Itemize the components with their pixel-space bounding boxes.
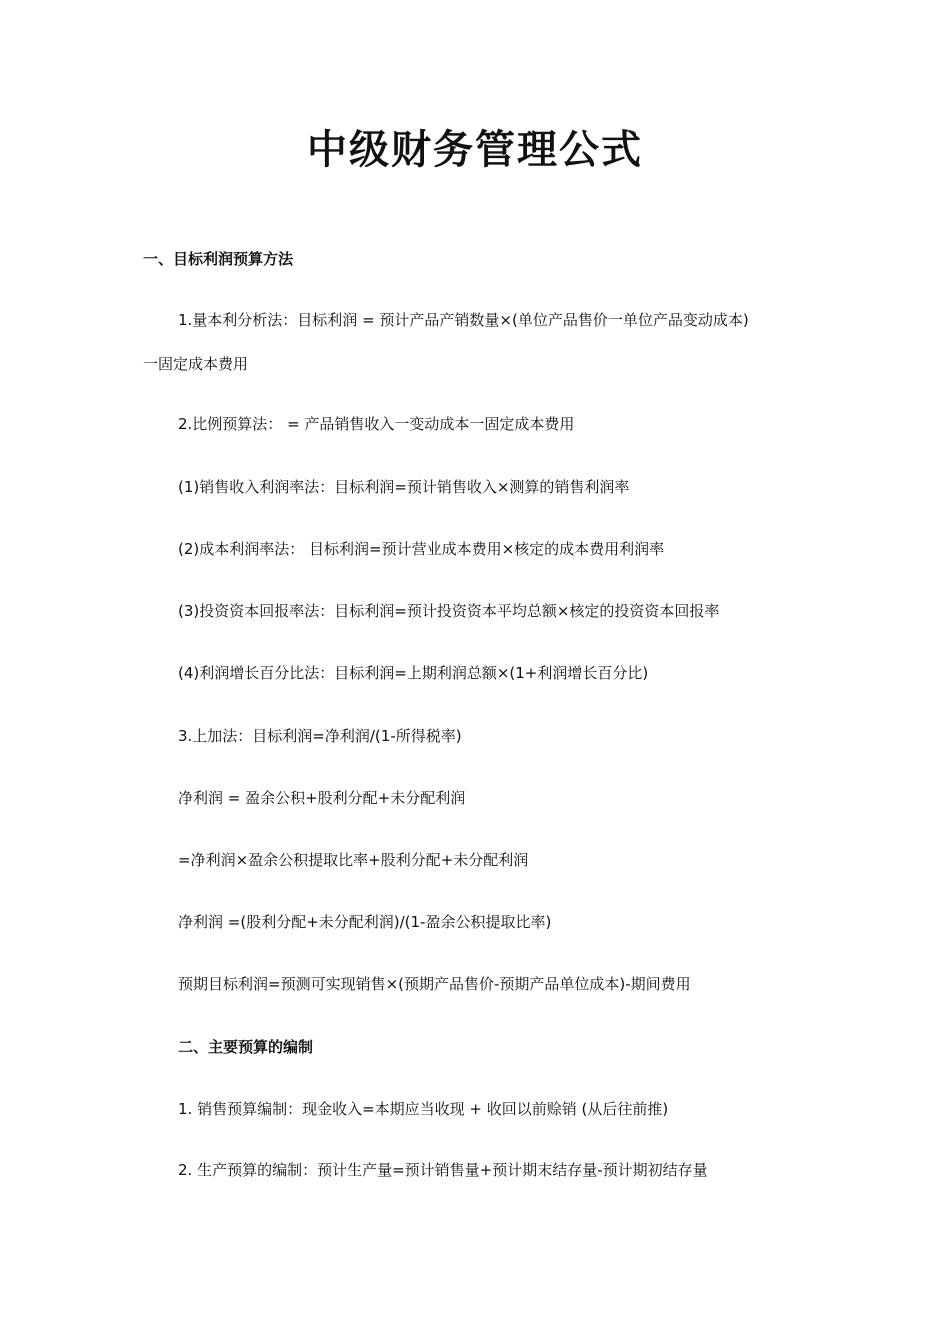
paragraph-line: 2.比例预算法： = 产品销售收入一变动成本一固定成本费用 [178, 415, 575, 433]
paragraph-line: (4)利润增长百分比法：目标利润=上期利润总额×(1+利润增长百分比) [178, 664, 649, 682]
paragraph-line: 预期目标利润=预测可实现销售×(预期产品售价-预期产品单位成本)-期间费用 [178, 975, 691, 993]
paragraph-line: (1)销售收入利润率法：目标利润=预计销售收入×测算的销售利润率 [178, 478, 630, 496]
paragraph-line: (2)成本利润率法： 目标利润=预计营业成本费用×核定的成本费用利润率 [178, 540, 665, 558]
section-heading-2: 二、主要预算的编制 [178, 1038, 314, 1056]
paragraph-line: 净利润 = 盈余公积+股利分配+未分配利润 [178, 789, 466, 807]
paragraph-line: =净利润×盈余公积提取比率+股利分配+未分配利润 [178, 851, 529, 869]
paragraph-line: 净利润 =(股利分配+未分配利润)/(1-盈余公积提取比率) [178, 913, 552, 931]
paragraph-line: 3.上加法：目标利润=净利润/(1-所得税率) [178, 727, 462, 745]
section-heading-1: 一、目标利润预算方法 [143, 250, 294, 268]
paragraph-line: 2. 生产预算的编制：预计生产量=预计销售量+预计期末结存量-预计期初结存量 [178, 1161, 708, 1179]
paragraph-line: 一固定成本费用 [143, 355, 249, 373]
paragraph-line: 1. 销售预算编制：现金收入=本期应当收现 + 收回以前赊销 (从后往前推) [178, 1100, 669, 1118]
paragraph-line: 1.量本利分析法：目标利润 = 预计产品产销数量×(单位产品售价一单位产品变动成本) [178, 311, 749, 329]
paragraph-line: (3)投资资本回报率法：目标利润=预计投资资本平均总额×核定的投资资本回报率 [178, 602, 720, 620]
document-title: 中级财务管理公式 [307, 127, 643, 173]
